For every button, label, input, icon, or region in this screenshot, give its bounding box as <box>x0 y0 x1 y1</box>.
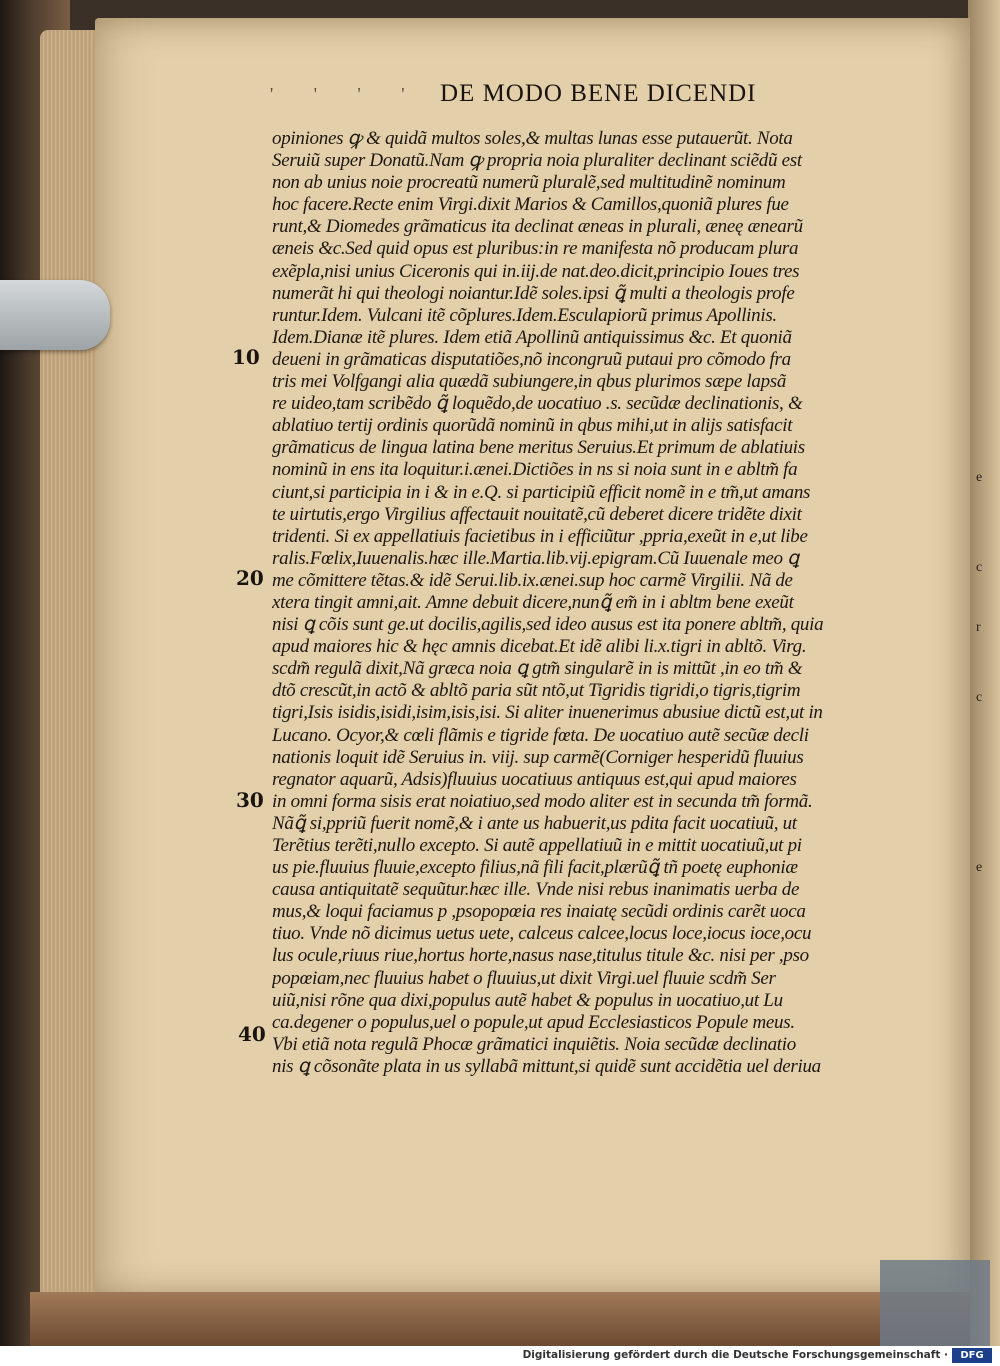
text-line: tiuo. Vnde nõ dicimus uetus uete, calceus calcee,locus loce,iocus ioce,ocu <box>272 923 812 945</box>
facing-letter: c <box>976 690 983 705</box>
digitization-footer <box>0 1346 1000 1366</box>
margin-line-number: 10 <box>232 345 260 369</box>
text-line: nationis loquit idẽ Seruius in. viij. sup carmẽ(Corniger hesperidũ fluuius <box>272 746 804 768</box>
text-line: Nãꝗ̃ si,ppriũ fuerit nomẽ,& i ante us habuerit,us pdita facit uocatiuũ, ut <box>272 812 797 834</box>
text-line: grãmaticus de lingua latina bene meritus Seruius.Et primum de ablatiuis <box>272 437 805 459</box>
text-line: us pie.fluuius fluuie,excepto filius,nã fili facit,plærũꝗ̃ tñ poetę euphoniæ <box>272 857 798 879</box>
text-line: xtera tingit amni,ait. Amne debuit dicere,nunꝗ̃ em̃ in i abltm bene exeũt <box>272 591 794 613</box>
text-line: regnator aquarũ, Adsis)fluuius uocatiuus antiquus est,qui apud maiores <box>272 768 797 790</box>
text-line: nominũ in ens ita loquitur.i.ænei.Dictiões in ns si noia sunt in e abltm̃ fa <box>272 459 798 481</box>
text-line: te uirtutis,ergo Virgilius affectauit nouitatẽ,cũ deberet dicere tridẽte dixit <box>272 503 802 525</box>
text-line: ralis.Fœlix,Iuuenalis.hæc ille.Martia.lib.vij.epigram.Cũ Iuuenale meo ꝗ <box>272 547 799 569</box>
text-line: Lucano. Ocyor,& cœli flãmis e tigride fœta. De uocatiuo autẽ secũæ decli <box>272 724 809 746</box>
margin-line-number: 40 <box>238 1022 266 1046</box>
text-line: tris mei Volfgangi alia quædã subiungere,in qbus plurimos sæpe lapsã <box>272 371 787 393</box>
torn-paper-corner <box>880 1260 990 1346</box>
text-line: me cõmittere tẽtas.& idẽ Serui.lib.ix.ænei.sup hoc carmẽ Virgilii. Nã de <box>272 569 793 591</box>
text-line: Idem.Dianæ itẽ plures. Idem etiã Apollinũ antiquissimus &c. Et quoniã <box>272 326 792 348</box>
text-line: runt,& Diomedes grãmaticus ita declinat æneas in plurali, æneę ænearũ <box>272 216 803 238</box>
text-line: nis ꝗ cõsonãte plata in us syllabã mittunt,si quidẽ sunt accidẽtia uel deriua <box>272 1055 821 1077</box>
text-line: uiũ,nisi rõne qua dixi,populus autẽ habet & populus in uocatiuo,ut Lu <box>272 989 783 1011</box>
facing-letter: r <box>976 620 981 635</box>
text-line: ca.degener o populus,uel o popule,ut apud Ecclesiasticos Popule meus. <box>272 1011 795 1033</box>
text-line: tridenti. Si ex appellatiuis facietibus in i efficiũtur ,ppria,exeũt in e,ut libe <box>272 525 808 547</box>
text-line: re uideo,tam scribẽdo ꝗ̃ loquẽdo,de uocatiuo .s. secũdæ declinationis, & <box>272 393 803 415</box>
text-line: mus,& loqui faciamus p ,psopopœia res inaiatę secũdi ordinis carẽt uoca <box>272 901 806 923</box>
text-line: scdm̃ regulã dixit,Nã græca noia ꝗ gtm̃ singularẽ in is mittũt ,in eo tm̃ & <box>272 658 803 680</box>
text-line: ablatiuo tertij ordinis quorũdã nominũ in qbus mihi,ut in alijs satisfacit <box>272 415 793 437</box>
margin-line-number: 20 <box>236 566 264 590</box>
text-line: nisi ꝗ cõis sunt ge.ut docilis,agilis,sed ideo ausus est ita ponere abltm̃, quia <box>272 614 824 636</box>
book-cover-bottom <box>30 1292 970 1346</box>
text-line: ciunt,si participia in i & in e.Q. si participiũ efficit nomẽ in e tm̃,ut amans <box>272 481 811 503</box>
text-line: dtõ crescũt,in actõ & abltõ paria sũt ntõ,ut Tigridis tigridi,o tigris,tigrim <box>272 680 801 702</box>
running-head: DE MODO BENE DICENDI <box>440 80 757 107</box>
footer-credit: Digitalisierung gefördert durch die Deutsche Forschungsgemeinschaft · <box>522 1349 948 1361</box>
dfg-logo: DFG <box>952 1348 992 1363</box>
facing-letter: e <box>976 860 983 875</box>
text-line: æneis &c.Sed quid opus est pluribus:in re manifesta nõ producam plura <box>272 238 799 260</box>
text-line: causa antiquitatẽ sequũtur.hæc ille. Vnde nisi rebus inanimatis uerba de <box>272 879 800 901</box>
text-line: lus ocule,riuus riue,hortus horte,nasus nase,titulus titule &c. nisi per ,pso <box>272 945 809 967</box>
body-text <box>272 128 908 1078</box>
text-line: tigri,Isis isidis,isidi,isim,isis,isi. Si aliter inuenerimus abusiue dictũ est,ut in <box>272 702 823 724</box>
text-line: apud maiores hic & hęc amnis dicebat.Et idẽ alibi li.x.tigri in abltõ. Virg. <box>272 636 807 658</box>
text-line: in omni forma sisis erat noiatiuo,sed modo aliter est in secunda tm̃ formã. <box>272 790 813 812</box>
text-line: non ab unius noie procreatũ numerũ pluralẽ,sed multitudinẽ nominum <box>272 172 786 194</box>
facing-letter: c <box>976 560 983 575</box>
text-line: exẽpla,nisi unius Ciceronis qui in.iij.de nat.deo.dicit,principio Ioues tres <box>272 260 800 282</box>
text-line: Vbi etiã nota regulã Phocæ grãmatici inquiẽtis. Noia secũdæ declinatio <box>272 1033 796 1055</box>
margin-line-number: 30 <box>236 788 264 812</box>
text-line: Seruiũ super Donatũ.Nam ꝙ propria noia pluraliter declinant sciẽdũ est <box>272 150 802 172</box>
text-line: Terẽtius terẽti,nullo excepto. Si autẽ appellatiuũ in e mittit uocatiuũ,ut pi <box>272 835 802 856</box>
text-line: opiniones ꝙ & quidã multos soles,& multas lunas esse putauerũt. Nota <box>272 128 793 149</box>
head-ornament-marks: ' ' ' ' <box>270 84 423 104</box>
text-line: popœiam,nec fluuius habet o fluuius,ut dixit Virgi.uel fluuie scdm̃ Ser <box>272 967 776 989</box>
text-line: runtur.Idem. Vulcani itẽ cõplures.Idem.Esculapiorũ primus Apollinis. <box>272 304 777 326</box>
text-line: hoc facere.Recte enim Virgi.dixit Marios & Camillos,quoniã plures fue <box>272 194 789 216</box>
facing-page-letters <box>976 0 1000 1346</box>
facing-letter: e <box>976 470 983 485</box>
text-line: deueni in grãmaticas disputatiões,nõ incongruũ putaui pro cõmodo fra <box>272 348 791 370</box>
page-clamp <box>0 280 110 350</box>
text-line: numerãt hi qui theologi noiantur.Idẽ soles.ipsi ꝗ̃ multi a theologis profe <box>272 282 795 304</box>
